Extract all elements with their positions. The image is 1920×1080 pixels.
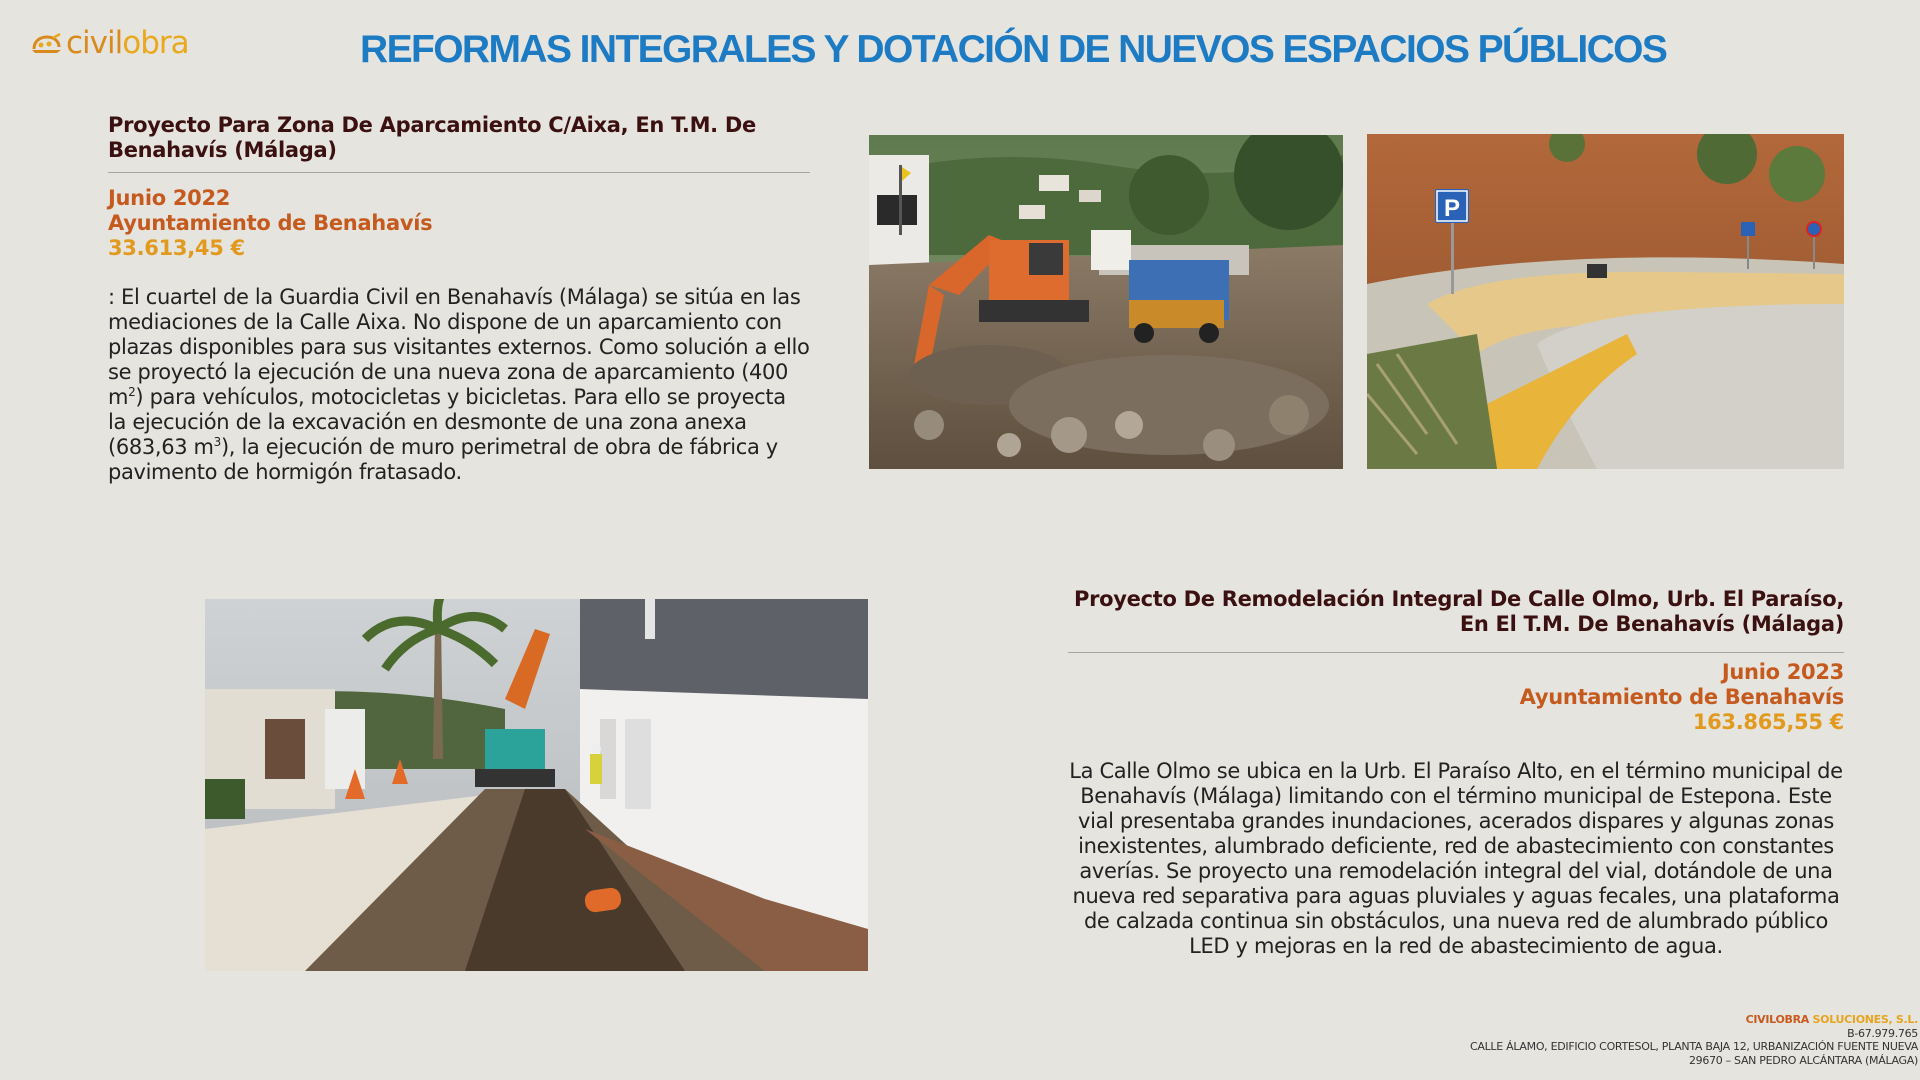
project-1 — [108, 113, 810, 485]
footer-company-suffix: SOLUCIONES, S.L. — [1812, 1013, 1918, 1026]
project-1-client: Ayuntamiento de Benahavís — [108, 211, 433, 235]
project-2 — [1068, 587, 1844, 959]
project-1-title: Proyecto Para Zona De Aparcamiento C/Aixa, En T.M. De Benahavís (Málaga) — [108, 113, 756, 162]
footer-address-line2: 29670 – SAN PEDRO ALCÁNTARA (MÁLAGA) — [1688, 1053, 1918, 1067]
project-2-meta — [1068, 660, 1844, 735]
project-2-client: Ayuntamiento de Benahavís — [1519, 685, 1844, 709]
parking-sign-letter: P — [1443, 195, 1461, 222]
project-1-desc-sup1: 2 — [128, 385, 136, 399]
logo-hardhat-icon — [30, 32, 64, 56]
project-1-desc-part1: : El cuartel de la Guardia Civil en Benahavís (Málaga) se sitúa en las mediaciones de la Calle Aixa. No dispone de un aparcamiento con plazas disponibles para sus visitantes externos. Como solución a ello se proyectó la ejecución de una nueva zona de aparcamiento (400 m — [108, 285, 810, 409]
logo-text-civil: civil — [66, 25, 123, 61]
project-2-divider — [1068, 652, 1844, 653]
project-1-divider — [108, 172, 810, 173]
logo-text-obra: obra — [122, 25, 189, 61]
project-1-amount: 33.613,45 € — [108, 236, 245, 260]
project-1-desc-part3: ), la ejecución de muro perimetral de obra de fábrica y pavimento de hormigón fratasado. — [108, 435, 778, 484]
photo-excavation-parking — [869, 135, 1343, 469]
project-1-date: Junio 2022 — [108, 186, 231, 210]
company-footer — [1470, 1013, 1918, 1067]
project-1-description — [108, 285, 810, 485]
project-1-desc-part2: ) para vehículos, motocicletas y bicicletas. Para ello se proyecta la ejecución de la excavación en desmonte de una zona anexa (683,63 m — [108, 385, 786, 459]
page-title: REFORMAS INTEGRALES Y DOTACIÓN DE NUEVOS ESPACIOS PÚBLICOS — [360, 28, 1667, 71]
photo-finished-parking — [1367, 134, 1844, 469]
footer-address-line1: CALLE ÁLAMO, EDIFICIO CORTESOL, PLANTA BAJA 12, URBANIZACIÓN FUENTE NUEVA — [1469, 1040, 1918, 1053]
footer-cif: B-67.979.765 — [1847, 1026, 1918, 1040]
photo-street-works — [205, 599, 868, 971]
footer-company-name: CIVILOBRA — [1745, 1013, 1809, 1026]
project-2-title: Proyecto De Remodelación Integral De Calle Olmo, Urb. El Paraíso, En El T.M. De Benahavís (Málaga) — [1073, 587, 1844, 636]
project-1-desc-sup2: 3 — [213, 435, 221, 449]
project-1-meta — [108, 186, 810, 261]
project-2-description: La Calle Olmo se ubica en la Urb. El Paraíso Alto, en el término municipal de Benahavís (Málaga) limitando con el término municipal de Estepona. Este vial presentaba grandes inundaciones, acerados dispares y algunas zonas inexistentes, alumbrado deficiente, red de abastecimiento con constantes averías. Se proyecto una remodelación integral del vial, dotándole de una nueva red separativa para aguas pluviales y aguas fecales, una plataforma de calzada continua sin obstáculos, una nueva red de alumbrado público LED y mejoras en la red de abastecimiento de agua. — [1069, 759, 1843, 958]
project-2-amount: 163.865,55 € — [1692, 710, 1844, 734]
company-logo — [30, 25, 189, 61]
project-2-date: Junio 2023 — [1721, 660, 1844, 684]
